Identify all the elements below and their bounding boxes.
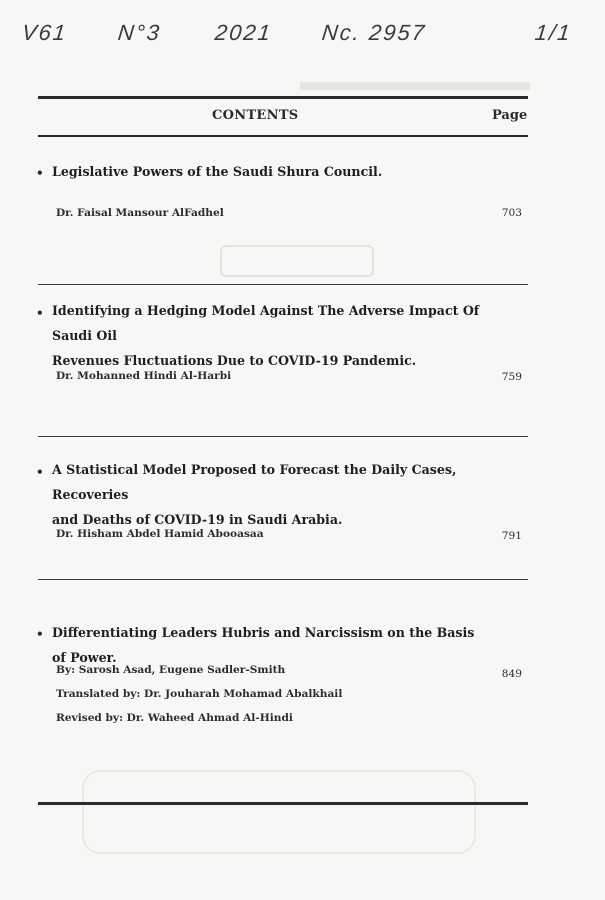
entry-page-number: 703: [501, 207, 522, 219]
entry-title[interactable]: [52, 620, 492, 670]
entry-author: Dr. Hisham Abdel Hamid Abooasaa: [56, 528, 264, 540]
entry-title[interactable]: [52, 298, 492, 373]
entry-title[interactable]: [52, 159, 492, 184]
handwritten-fraction: 1/1: [533, 20, 573, 45]
handwritten-ref: Nc. 2957: [320, 20, 428, 45]
entry-author: Dr. Mohanned Hindi Al-Harbi: [56, 370, 232, 382]
entry-title-line: Revenues Fluctuations Due to COVID-19 Pandemic.: [52, 353, 417, 368]
ghost-frame: [82, 770, 476, 854]
entry-page-number: 791: [501, 530, 522, 542]
entry-title-line: and Deaths of COVID-19 in Saudi Arabia.: [52, 512, 343, 527]
header-bottom-rule: [38, 135, 528, 137]
footer-rule: [38, 802, 528, 805]
entry-divider: [38, 284, 528, 285]
entry-title-line: Legislative Powers of the Saudi Shura Council.: [52, 164, 383, 179]
ghost-box: [220, 245, 374, 277]
entry-divider: [38, 579, 528, 580]
entry-title[interactable]: [52, 457, 492, 532]
handwritten-year: 2021: [213, 20, 274, 45]
handwritten-number: N°3: [116, 20, 163, 45]
entry-bullet: •: [36, 306, 44, 320]
header-top-rule: [38, 96, 528, 99]
entry-byline: By: Sarosh Asad, Eugene Sadler-Smith: [56, 664, 286, 676]
entry-translator: Translated by: Dr. Jouharah Mohamad Abalkhail: [56, 688, 343, 700]
entry-page-number: 759: [501, 371, 522, 383]
handwritten-note: [0, 12, 605, 52]
page-column-label: Page: [492, 108, 528, 123]
entry-divider: [38, 436, 528, 437]
entry-bullet: •: [36, 627, 44, 641]
entry-bullet: •: [36, 465, 44, 479]
entry-title-line: A Statistical Model Proposed to Forecast the Daily Cases, Recoveries: [52, 462, 457, 502]
entry-reviser: Revised by: Dr. Waheed Ahmad Al-Hindi: [56, 712, 293, 724]
entry-bullet: •: [36, 166, 44, 180]
entry-author: Dr. Faisal Mansour AlFadhel: [56, 207, 224, 219]
entry-page-number: 849: [501, 668, 522, 680]
entry-title-line: Identifying a Hedging Model Against The Adverse Impact Of Saudi Oil: [52, 303, 480, 343]
entry-title-line: Differentiating Leaders Hubris and Narcissism on the Basis of Power.: [52, 625, 475, 665]
handwritten-volume: V61: [20, 20, 69, 45]
contents-title: CONTENTS: [212, 108, 299, 123]
